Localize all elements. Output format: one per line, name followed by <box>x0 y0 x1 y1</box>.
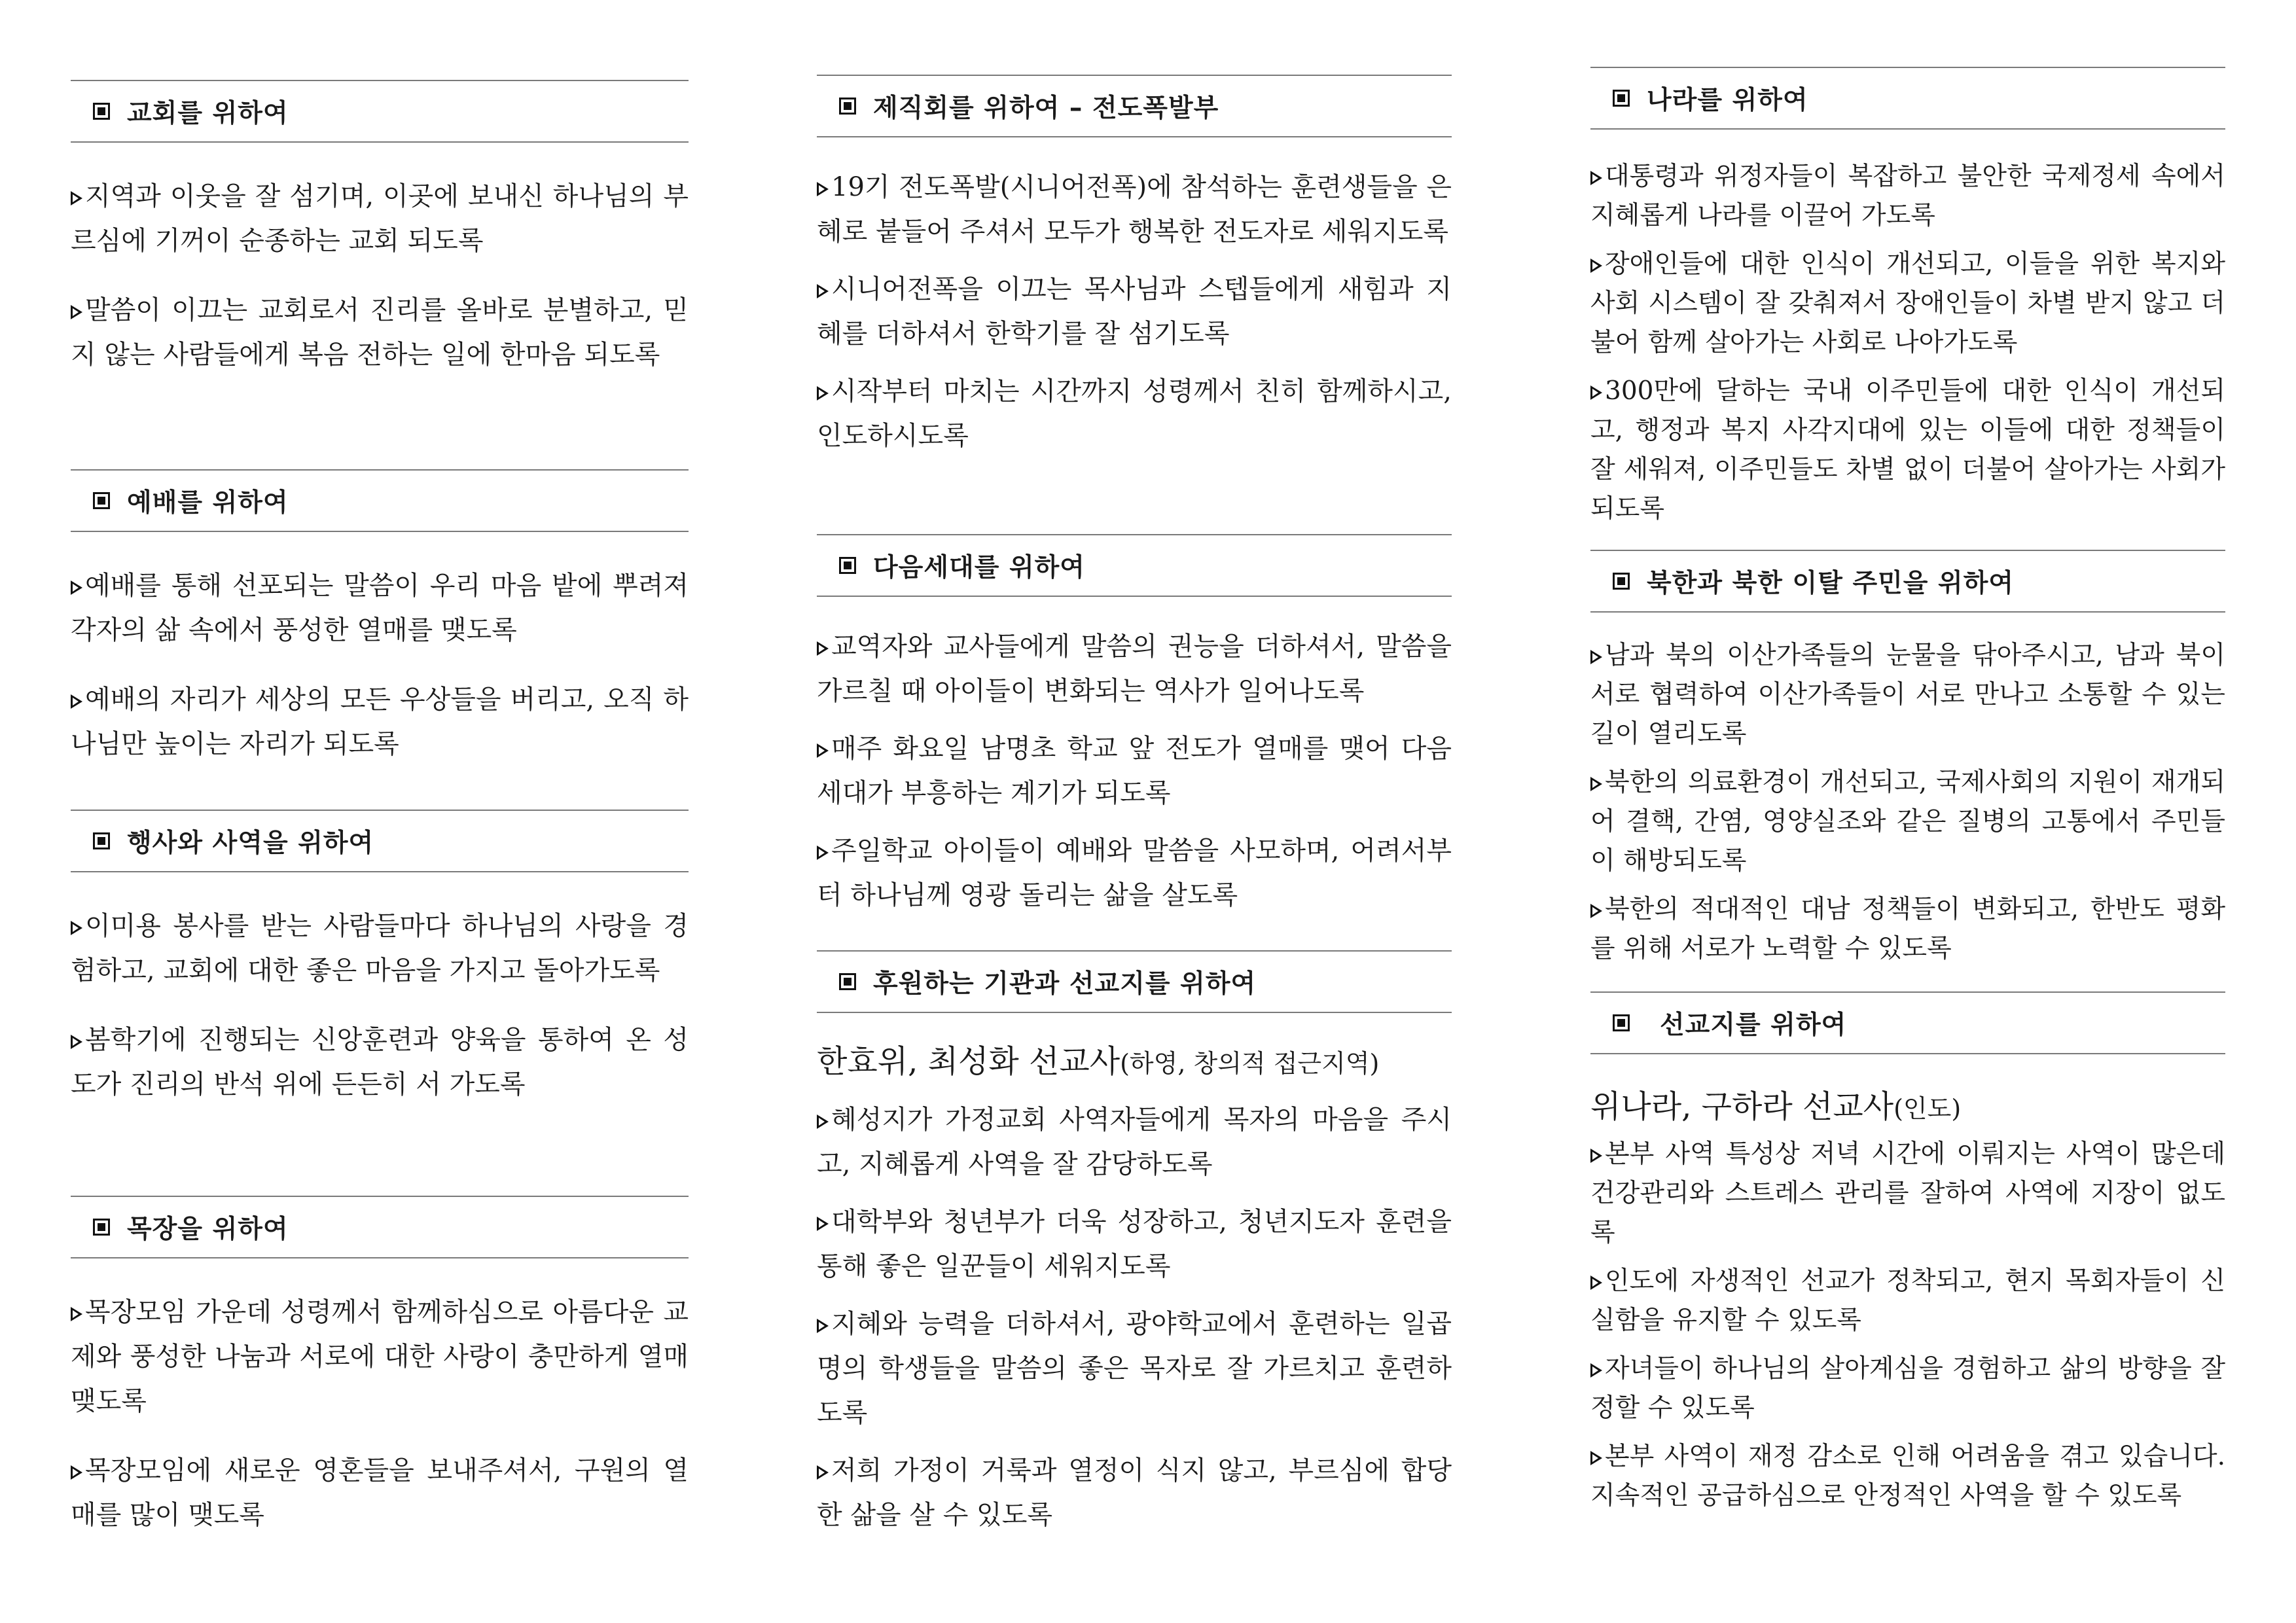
triangle-bullet-icon <box>1590 1149 1602 1163</box>
triangle-bullet-icon <box>1590 650 1602 664</box>
square-bullet-icon <box>839 557 856 574</box>
prayer-item: 봄학기에 진행되는 신앙훈련과 양육을 통하여 온 성도가 진리의 반석 위에 든든히 서 가도록 <box>71 1025 689 1099</box>
prayer-item: 본부 사역 특성상 저녁 시간에 이뤄지는 사역이 많은데 건강관리와 스트레스 관리를 잘하여 사역에 지장이 없도록 <box>1590 1139 2225 1247</box>
section-header <box>71 1196 689 1258</box>
section-title: 후원하는 기관과 선교지를 위하여 <box>873 969 1257 999</box>
triangle-bullet-icon <box>817 641 829 656</box>
triangle-bullet-icon <box>817 1319 829 1333</box>
prayer-item: 본부 사역이 재정 감소로 인해 어려움을 겪고 있습니다. 지속적인 공급하심으로 안정적인 사역을 할 수 있도록 <box>1590 1442 2225 1510</box>
triangle-bullet-icon <box>817 284 829 298</box>
triangle-bullet-icon <box>71 1035 82 1049</box>
prayer-item: 교역자와 교사들에게 말씀의 권능을 더하셔서, 말씀을 가르칠 때 아이들이 변화되는 역사가 일어나도록 <box>817 632 1452 706</box>
missionary-name: 한효위, 최성화 선교사(하영, 창의적 접근지역) <box>817 1043 1380 1080</box>
triangle-bullet-icon <box>1590 385 1602 400</box>
section-header <box>71 810 689 872</box>
triangle-bullet-icon <box>817 182 829 196</box>
triangle-bullet-icon <box>817 386 829 401</box>
triangle-bullet-icon <box>817 846 829 860</box>
square-bullet-icon <box>1613 1014 1630 1031</box>
section-header <box>817 75 1452 137</box>
section-header <box>1590 67 2225 130</box>
prayer-item: 대학부와 청년부가 더욱 성장하고, 청년지도자 훈련을 통해 좋은 일꾼들이 세워지도록 <box>817 1207 1452 1281</box>
section-title: 목장을 위하여 <box>127 1215 289 1244</box>
triangle-bullet-icon <box>1590 259 1602 273</box>
triangle-bullet-icon <box>71 921 82 935</box>
triangle-bullet-icon <box>71 580 82 595</box>
section-title: 다음세대를 위하여 <box>873 553 1085 582</box>
prayer-item: 북한의 적대적인 대남 정책들이 변화되고, 한반도 평화를 위해 서로가 노력할 수 있도록 <box>1590 895 2225 963</box>
triangle-bullet-icon <box>1590 171 1602 185</box>
triangle-bullet-icon <box>1590 1275 1602 1290</box>
prayer-item: 목장모임에 새로운 영혼들을 보내주셔서, 구원의 열매를 많이 맺도록 <box>71 1455 689 1530</box>
prayer-item: 저희 가정이 거룩과 열정이 식지 않고, 부르심에 합당한 삶을 살 수 있도록 <box>817 1455 1452 1530</box>
prayer-item: 혜성지가 가정교회 사역자들에게 목자의 마음을 주시고, 지혜롭게 사역을 잘 감당하도록 <box>817 1105 1452 1179</box>
section-header <box>817 534 1452 597</box>
section-header <box>71 80 689 143</box>
section-title: 나라를 위하여 <box>1647 86 1808 115</box>
section-title: 북한과 북한 이탈 주민을 위하여 <box>1647 569 2015 598</box>
missionary-region: (하영, 창의적 접근지역) <box>1120 1049 1380 1078</box>
prayer-item: 시작부터 마치는 시간까지 성령께서 친히 함께하시고, 인도하시도록 <box>817 376 1452 451</box>
section-header <box>1590 991 2225 1054</box>
prayer-item: 남과 북의 이산가족들의 눈물을 닦아주시고, 남과 북이 서로 협력하여 이산가족들이 서로 만나고 소통할 수 있는 길이 열리도록 <box>1590 641 2225 749</box>
missionary-name: 위나라, 구하라 선교사(인도) <box>1590 1088 1962 1125</box>
square-bullet-icon <box>93 1219 110 1236</box>
triangle-bullet-icon <box>817 1465 829 1480</box>
square-bullet-icon <box>93 103 110 120</box>
triangle-bullet-icon <box>71 191 82 205</box>
prayer-item: 목장모임 가운데 성령께서 함께하심으로 아름다운 교제와 풍성한 나눔과 서로에 대한 사랑이 충만하게 열매 맺도록 <box>71 1297 689 1416</box>
prayer-item: 지혜와 능력을 더하셔서, 광야학교에서 훈련하는 일곱명의 학생들을 말씀의 좋은 목자로 잘 가르치고 훈련하도록 <box>817 1309 1452 1428</box>
triangle-bullet-icon <box>71 1465 82 1480</box>
section-title: 행사와 사역을 위하여 <box>127 829 374 858</box>
prayer-item: 말씀이 이끄는 교회로서 진리를 올바로 분별하고, 믿지 않는 사람들에게 복음 전하는 일에 한마음 되도록 <box>71 295 689 370</box>
triangle-bullet-icon <box>71 305 82 319</box>
missionary-region: (인도) <box>1893 1094 1962 1123</box>
square-bullet-icon <box>839 98 856 115</box>
section-title: 제직회를 위하여 – 전도폭발부 <box>873 94 1219 123</box>
square-bullet-icon <box>93 832 110 849</box>
section-title: 선교지를 위하여 <box>1660 1010 1847 1040</box>
prayer-item: 인도에 자생적인 선교가 정착되고, 현지 목회자들이 신실함을 유지할 수 있도록 <box>1590 1266 2225 1335</box>
triangle-bullet-icon <box>1590 904 1602 918</box>
triangle-bullet-icon <box>817 1217 829 1231</box>
section-header <box>1590 550 2225 613</box>
prayer-item: 주일학교 아이들이 예배와 말씀을 사모하며, 어려서부터 하나님께 영광 돌리는 삶을 살도록 <box>817 836 1452 910</box>
prayer-item: 자녀들이 하나님의 살아계심을 경험하고 삶의 방향을 잘 정할 수 있도록 <box>1590 1354 2225 1423</box>
prayer-item: 장애인들에 대한 인식이 개선되고, 이들을 위한 복지와 사회 시스템이 잘 갖춰져서 장애인들이 차별 받지 않고 더불어 함께 살아가는 사회로 나아가도록 <box>1590 249 2225 357</box>
section-title: 교회를 위하여 <box>127 99 289 128</box>
section-title: 예배를 위하여 <box>127 488 289 518</box>
prayer-item: 시니어전폭을 이끄는 목사님과 스텝들에게 새힘과 지혜를 더하셔서 한학기를 잘 섬기도록 <box>817 274 1452 349</box>
triangle-bullet-icon <box>71 694 82 709</box>
triangle-bullet-icon <box>1590 1451 1602 1465</box>
triangle-bullet-icon <box>1590 777 1602 791</box>
square-bullet-icon <box>839 973 856 990</box>
section-header <box>817 950 1452 1013</box>
triangle-bullet-icon <box>817 743 829 758</box>
section-header <box>71 469 689 532</box>
prayer-item: 북한의 의료환경이 개선되고, 국제사회의 지원이 재개되어 결핵, 간염, 영양실조와 같은 질병의 고통에서 주민들이 해방되도록 <box>1590 768 2225 876</box>
square-bullet-icon <box>1613 90 1630 107</box>
prayer-item: 대통령과 위정자들이 복잡하고 불안한 국제정세 속에서 지혜롭게 나라를 이끌어 가도록 <box>1590 162 2225 230</box>
prayer-item: 예배를 통해 선포되는 말씀이 우리 마음 밭에 뿌려져 각자의 삶 속에서 풍성한 열매를 맺도록 <box>71 571 689 645</box>
triangle-bullet-icon <box>71 1307 82 1321</box>
prayer-item: 예배의 자리가 세상의 모든 우상들을 버리고, 오직 하나님만 높이는 자리가 되도록 <box>71 685 689 759</box>
triangle-bullet-icon <box>1590 1363 1602 1378</box>
prayer-item: 이미용 봉사를 받는 사람들마다 하나님의 사랑을 경험하고, 교회에 대한 좋은 마음을 가지고 돌아가도록 <box>71 911 689 986</box>
prayer-item: 매주 화요일 남명초 학교 앞 전도가 열매를 맺어 다음세대가 부흥하는 계기가 되도록 <box>817 734 1452 808</box>
triangle-bullet-icon <box>817 1115 829 1129</box>
prayer-item: 300만에 달하는 국내 이주민들에 대한 인식이 개선되고, 행정과 복지 사각지대에 있는 이들에 대한 정책들이 잘 세워져, 이주민들도 차별 없이 더불어 살아가는 사회가 되도록 <box>1590 376 2225 524</box>
prayer-item: 지역과 이웃을 잘 섬기며, 이곳에 보내신 하나님의 부르심에 기꺼이 순종하는 교회 되도록 <box>71 181 689 256</box>
prayer-item: 19기 전도폭발(시니어전폭)에 참석하는 훈련생들을 은혜로 붙들어 주셔서 모두가 행복한 전도자로 세워지도록 <box>817 172 1452 247</box>
square-bullet-icon <box>93 492 110 509</box>
square-bullet-icon <box>1613 573 1630 590</box>
